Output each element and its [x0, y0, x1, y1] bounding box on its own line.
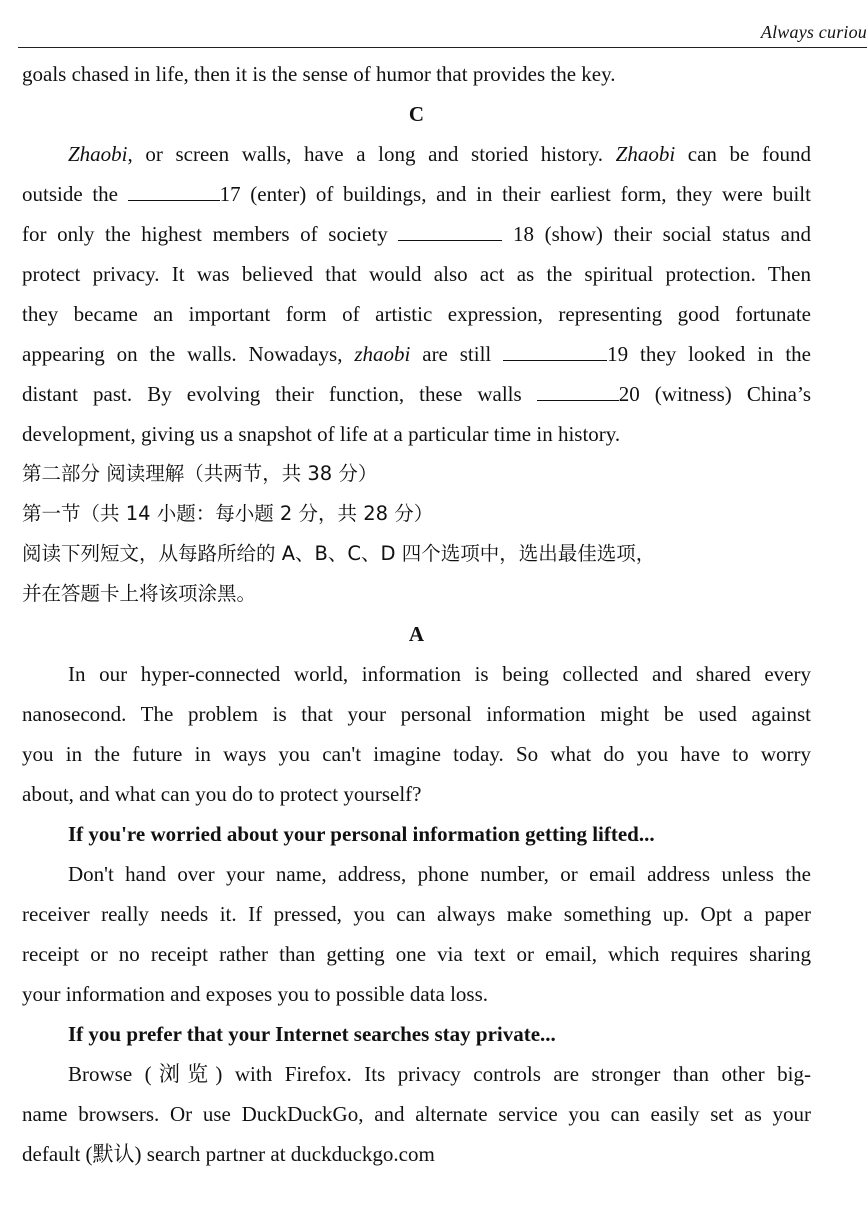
section-instruction-2: 并在答题卡上将该项涂黑。 — [22, 582, 257, 605]
passage-a-p3-line-2: name browsers. Or use DuckDuckGo, and alternate service you can easily set as your — [22, 1102, 811, 1126]
section-instruction-1: 阅读下列短文，从每路所给的 A、B、C、D 四个选项中，选出最佳选项， — [22, 542, 656, 565]
passage-a-p3-line-1: Browse (浏览) with Firefox. Its privacy controls are stronger than other big- — [68, 1062, 811, 1086]
passage-a-p2-line-4: your information and exposes you to possible data loss. — [22, 982, 489, 1006]
passage-a-subheading-1: If you're worried about your personal information getting lifted... — [68, 822, 655, 846]
passage-c-line-3 — [22, 214, 811, 254]
text-span: 18 (show) their social status and — [502, 222, 811, 246]
header-rule — [18, 47, 867, 48]
passage-c-continuation: goals chased in life, then it is the sense of humor that provides the key. — [22, 62, 616, 86]
passage-a-p1-line-2: nanosecond. The problem is that your personal information might be used against — [22, 702, 811, 726]
passage-a-p1-line-1: In our hyper-connected world, information is being collected and shared every — [68, 662, 811, 686]
passage-a-p1-line-4: about, and what can you do to protect yourself? — [22, 782, 422, 806]
passage-a-subheading-2: If you prefer that your Internet searches stay private... — [68, 1022, 556, 1046]
text-span: 20 (witness) China’s — [618, 382, 812, 406]
text-span: outside the — [22, 182, 128, 206]
text-span: , or screen walls, have a long and storied history. — [127, 142, 616, 166]
passage-c-line-8: development, giving us a snapshot of life at a particular time in history. — [22, 422, 621, 446]
passage-a-p1-line-3: you in the future in ways you can't imagine today. So what do you have to worry — [22, 742, 811, 766]
text-span: can be found — [675, 142, 811, 166]
section-part-title: 第二部分 阅读理解（共两节，共 38 分） — [22, 462, 378, 485]
text-span: distant past. By evolving their function, these walls — [22, 382, 537, 406]
section-sub-title: 第一节（共 14 小题：每小题 2 分，共 28 分） — [22, 502, 434, 525]
answer-blank-20[interactable] — [537, 382, 619, 401]
text-span: for only the highest members of society — [22, 222, 399, 246]
passage-a-p3-line-3: default (默认) search partner at duckduckgo.com — [22, 1142, 435, 1166]
text-span: 19 they looked in the — [607, 342, 811, 366]
term-zhaobi: Zhaobi — [615, 142, 676, 166]
answer-blank-19[interactable] — [503, 342, 607, 361]
text-span: are still — [410, 342, 504, 366]
passage-a-p2-line-3: receipt or no receipt rather than getting one via text or email, which requires sharing — [22, 942, 811, 966]
answer-blank-17[interactable] — [128, 182, 220, 201]
term-zhaobi: Zhaobi — [68, 142, 128, 166]
text-span: appearing on the walls. Nowadays, — [22, 342, 355, 366]
passage-a-p2-line-2: receiver really needs it. If pressed, you can always make something up. Opt a paper — [22, 902, 811, 926]
passage-a-heading: A — [408, 622, 425, 646]
passage-c-line-5: they became an important form of artistic expression, representing good fortunate — [22, 302, 811, 326]
answer-blank-18[interactable] — [398, 222, 502, 241]
term-zhaobi: zhaobi — [354, 342, 411, 366]
document-page — [22, 54, 811, 1174]
passage-c-heading: C — [408, 102, 425, 126]
text-span: 17 (enter) of buildings, and in their earliest form, they were built — [219, 182, 811, 206]
passage-a-p2-line-1: Don't hand over your name, address, phone number, or email address unless the — [68, 862, 811, 886]
running-header: Always curiou — [760, 22, 867, 42]
passage-c-line-7 — [22, 374, 811, 414]
passage-c-line-1 — [22, 134, 811, 174]
passage-c-line-6 — [22, 334, 811, 374]
passage-c-line-4: protect privacy. It was believed that would also act as the spiritual protection. Then — [22, 262, 811, 286]
passage-c-line-2 — [22, 174, 811, 214]
